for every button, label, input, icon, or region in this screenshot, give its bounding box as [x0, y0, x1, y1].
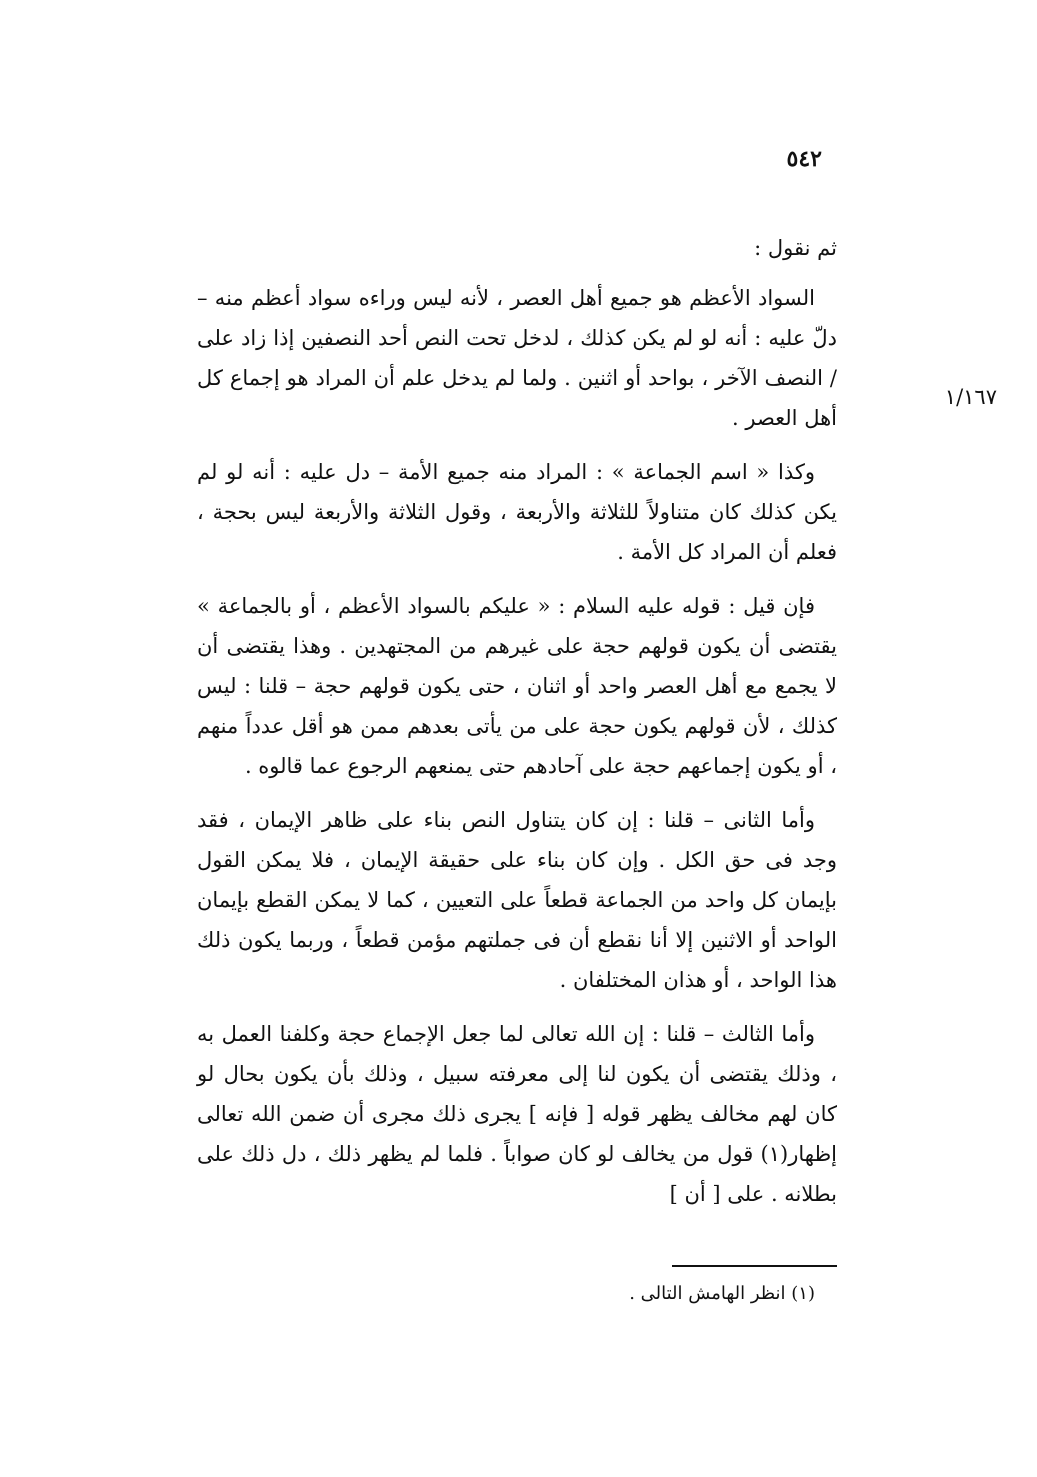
footnote-separator — [672, 1265, 837, 1267]
main-text — [197, 228, 837, 1228]
paragraph-2: وكذا « اسم الجماعة » : المراد منه جميع الأمة – دل عليه : أنه لو لم يكن كذلك كان متناولاً للثلاثة والأربعة ، وقول الثلاثة والأربعة ليس بحجة ، فعلم أن المراد كل الأمة . — [197, 460, 837, 564]
page-number: ٥٤٢ — [786, 146, 822, 172]
paragraph-3: فإن قيل : قوله عليه السلام : « عليكم بالسواد الأعظم ، أو بالجماعة » يقتضى أن يكون قولهم حجة على غيرهم من المجتهدين . وهذا يقتضى أن لا يجمع مع أهل العصر واحد أو اثنان ، حتى يكون قولهم حجة – قلنا : ليس كذلك ، لأن قولهم يكون حجة على من يأتى بعدهم ممن هو أقل عدداً منهم ، أو يكون إجماعهم حجة على آحادهم حتى يمنعهم الرجوع عما قالوه . — [197, 594, 837, 778]
paragraph-5: وأما الثالث – قلنا : إن الله تعالى لما جعل الإجماع حجة وكلفنا العمل به ، وذلك يقتضى أن يكون لنا إلى معرفته سبيل ، وذلك بأن يكون بحال لو كان لهم مخالف يظهر قوله [ فإنه ] يجرى ذلك مجرى أن ضمن الله تعالى إظهار(١) قول من يخالف لو كان صواباً . فلما لم يظهر ذلك ، دل ذلك على بطلانه . على [ أن ] — [197, 1022, 837, 1206]
margin-page-reference: ١/١٦٧ — [944, 385, 997, 409]
footnote: (١) انظر الهامش التالى . — [629, 1283, 815, 1304]
paragraph-1: السواد الأعظم هو جميع أهل العصر ، لأنه ليس وراءه سواد أعظم منه – دلّ عليه : أنه لو لم يكن كذلك ، لدخل تحت النص أحد النصفين إذا زاد على / النصف الآخر ، بواحد أو اثنين . ولما لم يدخل علم أن المراد هو إجماع كل أهل العصر . — [197, 286, 837, 430]
paragraph-4: وأما الثانى – قلنا : إن كان يتناول النص بناء على ظاهر الإيمان ، فقد وجد فى حق الكل . وإن كان بناء على حقيقة الإيمان ، فلا يمكن القول بإيمان كل واحد من الجماعة قطعاً على التعيين ، كما لا يمكن القطع بإيمان الواحد أو الاثنين إلا أنا نقطع أن فى جملتهم مؤمن قطعاً ، وربما يكون ذلك هذا الواحد ، أو هذان المختلفان . — [197, 808, 837, 992]
opening-line: ثم نقول : — [754, 236, 837, 260]
